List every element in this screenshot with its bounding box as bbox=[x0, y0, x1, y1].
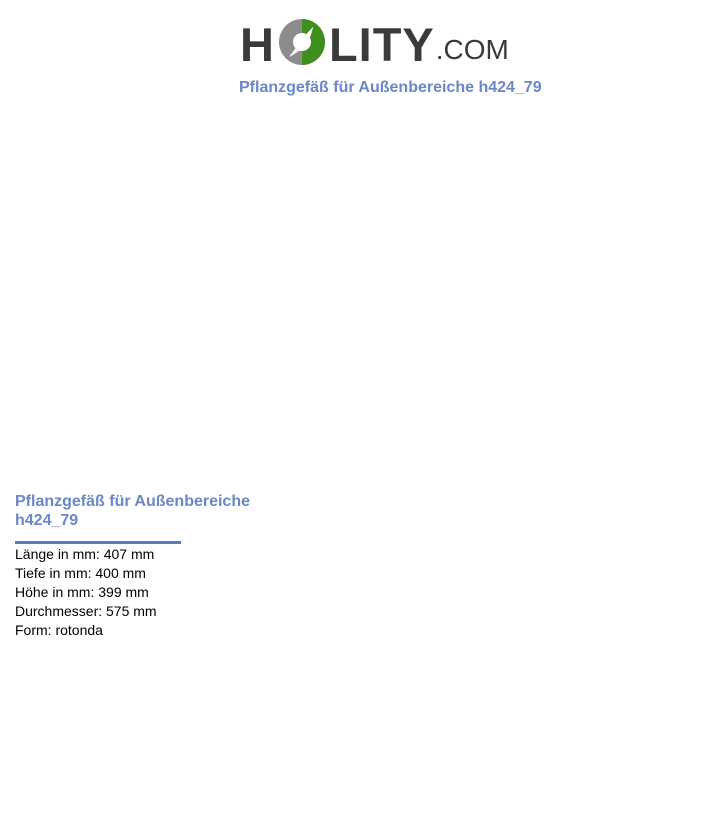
spec-list bbox=[15, 545, 157, 640]
title-divider bbox=[15, 541, 181, 544]
product-title: Pflanzgefäß für Außenbereiche h424_79 bbox=[15, 493, 250, 529]
leaf-ring-icon bbox=[277, 17, 327, 67]
page-title: Pflanzgefäß für Außenbereiche h424_79 bbox=[239, 79, 542, 96]
spec-diameter: Durchmesser: 575 mm bbox=[15, 603, 157, 619]
spec-shape: Form: rotonda bbox=[15, 622, 103, 638]
logo-wordmark bbox=[240, 17, 435, 71]
logo-letters-lity: LITY bbox=[328, 18, 435, 71]
spec-height: Höhe in mm: 399 mm bbox=[15, 584, 149, 600]
spec-depth: Tiefe in mm: 400 mm bbox=[15, 565, 146, 581]
logo-letter-h: H bbox=[240, 18, 275, 71]
holity-logo[interactable] bbox=[240, 12, 509, 71]
spec-length: Länge in mm: 407 mm bbox=[15, 546, 155, 562]
logo-domain: .COM bbox=[435, 34, 509, 65]
